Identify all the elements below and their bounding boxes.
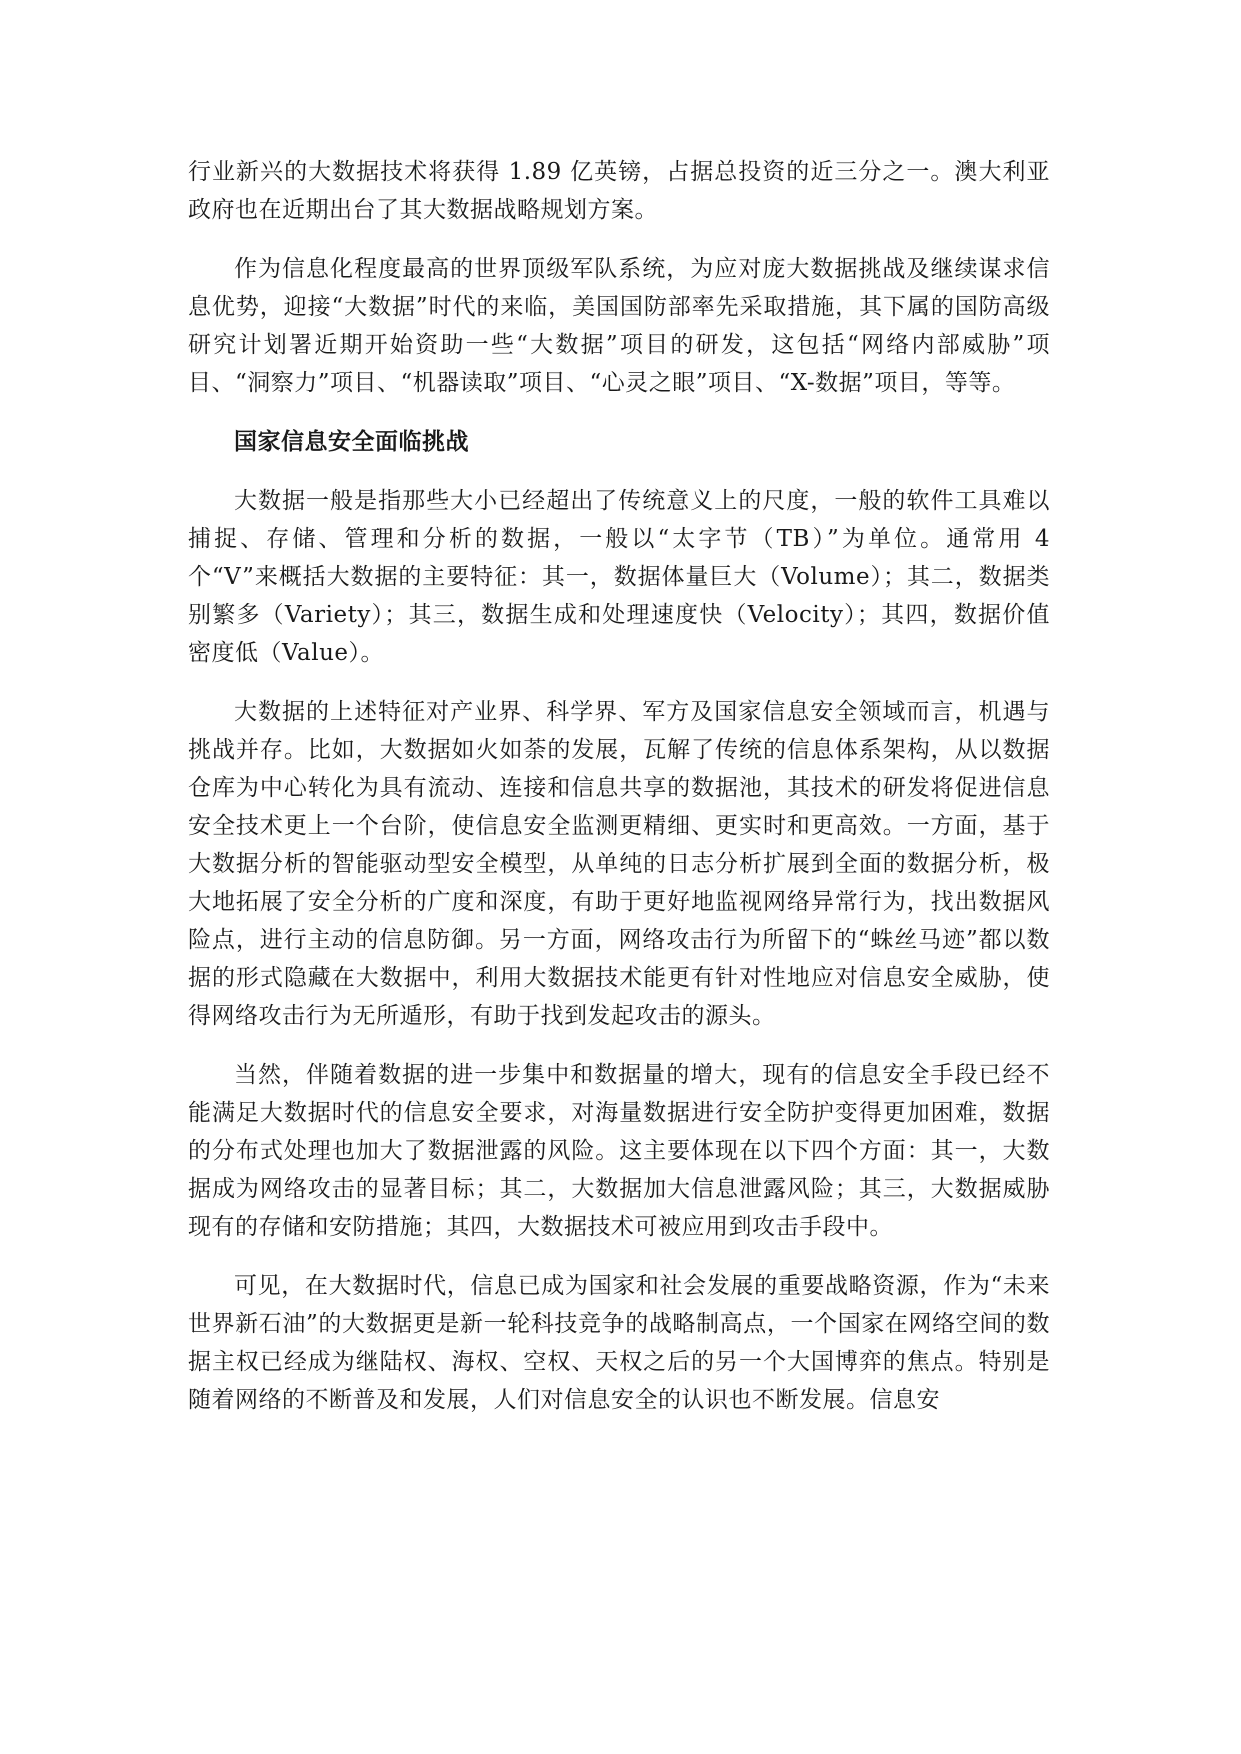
paragraph-defense-department: 作为信息化程度最高的世界顶级军队系统，为应对庞大数据挑战及继续谋求信息优势，迎接“大数据”时代的来临，美国国防部率先采取措施，其下属的国防高级研究计划署近期开始资助一些“大数据”项目的研发，这包括“网络内部威胁”项目、“洞察力”项目、“机器读取”项目、“心灵之眼”项目、“X-数据”项目，等等。 [188, 256, 1050, 396]
paragraph-continuation: 行业新兴的大数据技术将获得 1.89 亿英镑，占据总投资的近三分之一。澳大利亚政府也在近期出台了其大数据战略规划方案。 [188, 159, 1050, 223]
paragraph-security-risks: 当然，伴随着数据的进一步集中和数据量的增大，现有的信息安全手段已经不能满足大数据时代的信息安全要求，对海量数据进行安全防护变得更加困难，数据的分布式处理也加大了数据泄露的风险。这主要体现在以下四个方面：其一，大数据成为网络攻击的显著目标；其二，大数据加大信息泄露风险；其三，大数据威胁现有的存储和安防措施；其四，大数据技术可被应用到攻击手段中。 [188, 1062, 1050, 1240]
document-body [188, 153, 1050, 1440]
paragraph-big-data-definition: 大数据一般是指那些大小已经超出了传统意义上的尺度，一般的软件工具难以捕捉、存储、管理和分析的数据，一般以“太字节（TB）”为单位。通常用 4 个“V”来概括大数据的主要特征：其一，数据体量巨大（Volume）；其二，数据类别繁多（Variety）；其三，数据生成和处理速度快（Velocity）；其四，数据价值密度低（Value）。 [188, 488, 1050, 666]
paragraph-opportunities-challenges: 大数据的上述特征对产业界、科学界、军方及国家信息安全领域而言，机遇与挑战并存。比如，大数据如火如荼的发展，瓦解了传统的信息体系架构，从以数据仓库为中心转化为具有流动、连接和信息共享的数据池，其技术的研发将促进信息安全技术更上一个台阶，使信息安全监测更精细、更实时和更高效。一方面，基于大数据分析的智能驱动型安全模型，从单纯的日志分析扩展到全面的数据分析，极大地拓展了安全分析的广度和深度，有助于更好地监视网络异常行为，找出数据风险点，进行主动的信息防御。另一方面，网络攻击行为所留下的“蛛丝马迹”都以数据的形式隐藏在大数据中，利用大数据技术能更有针对性地应对信息安全威胁，使得网络攻击行为无所遁形，有助于找到发起攻击的源头。 [188, 699, 1050, 1029]
section-heading: 国家信息安全面临挑战 [234, 428, 469, 455]
paragraph-strategic-resource: 可见，在大数据时代，信息已成为国家和社会发展的重要战略资源，作为“未来世界新石油”的大数据更是新一轮科技竞争的战略制高点，一个国家在网络空间的数据主权已经成为继陆权、海权、空权、天权之后的另一个大国博弈的焦点。特别是随着网络的不断普及和发展，人们对信息安全的认识也不断发展。信息安 [188, 1273, 1050, 1413]
